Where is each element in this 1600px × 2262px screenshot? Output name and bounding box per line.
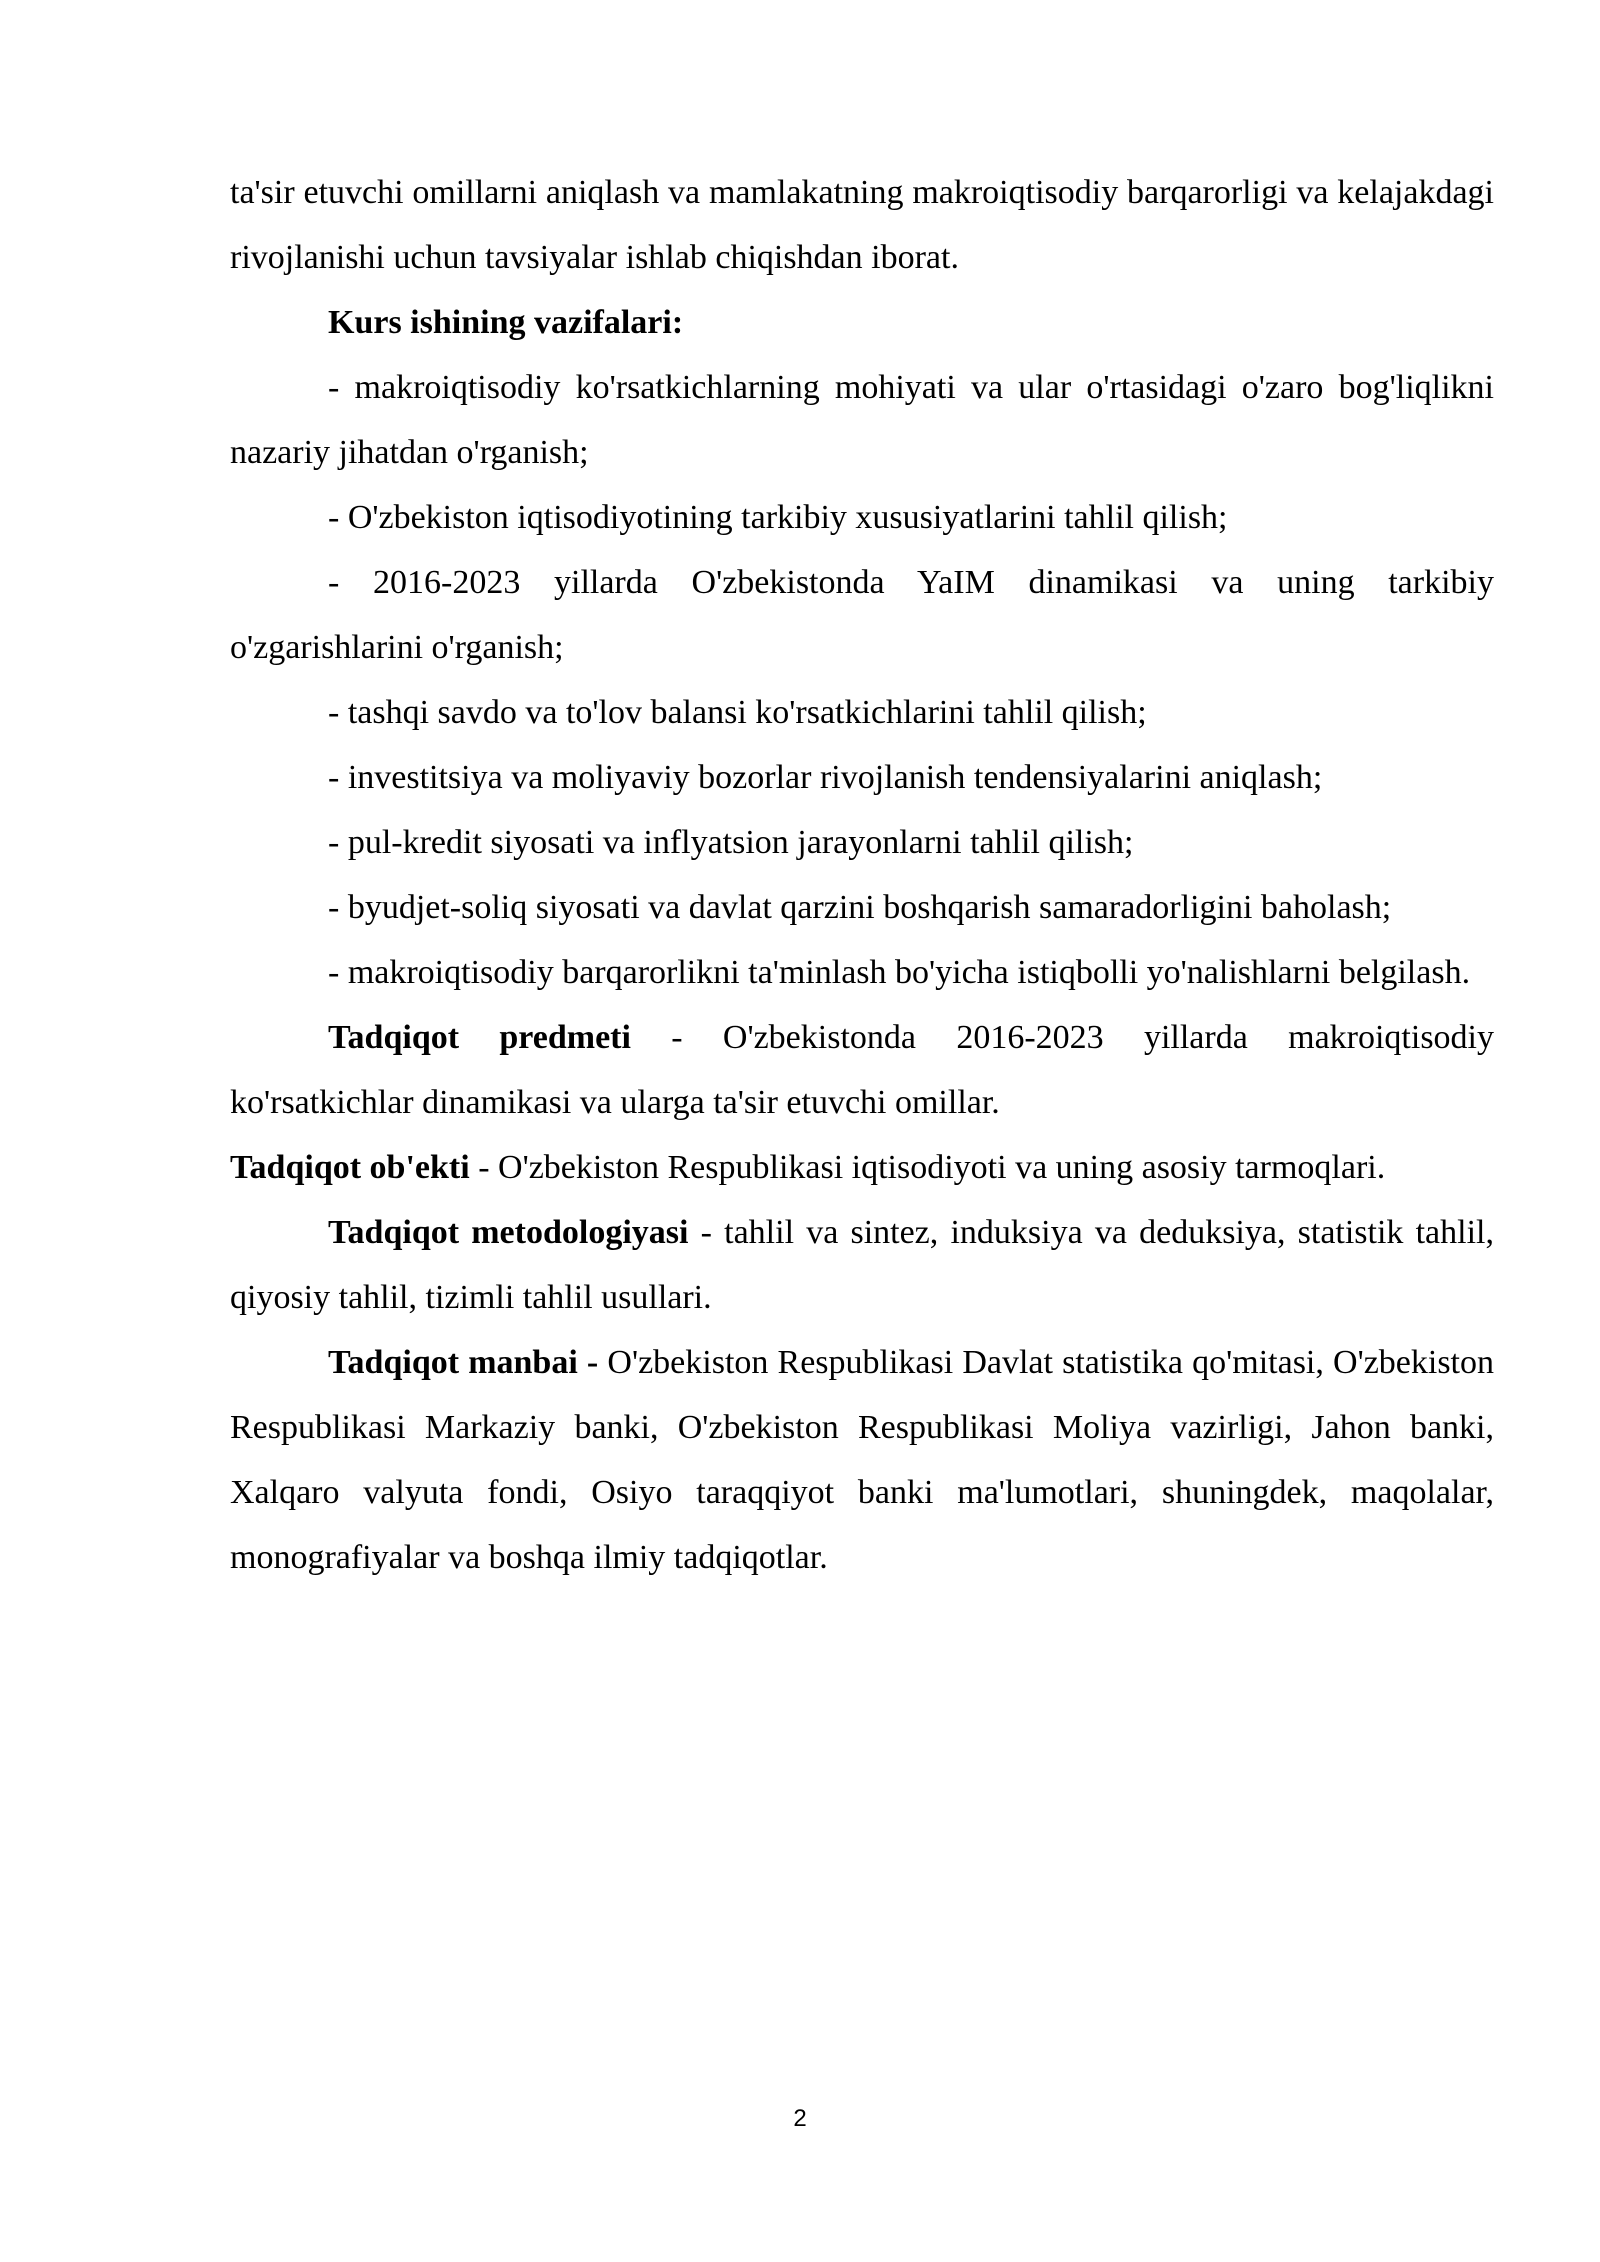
page-number: 2 xyxy=(793,2105,807,2132)
research-methodology-paragraph xyxy=(230,1200,1494,1330)
research-subject-text: - O'zbekistonda 2016-2023 yillarda makroiqtisodiy ko'rsatkichlar dinamikasi va ularga ta'sir etuvchi omillar. xyxy=(230,1019,1494,1121)
research-source-text: O'zbekiston Respublikasi Davlat statistika qo'mitasi, O'zbekiston Respublikasi Markaziy banki, O'zbekiston Respublikasi Moliya vazirligi, Jahon banki, Xalqaro valyuta fondi, Osiyo taraqqiyot banki ma'lumotlari, shuningdek, maqolalar, monografiyalar va boshqa ilmiy tadqiqotlar. xyxy=(230,1344,1495,1576)
task-item: - 2016-2023 yillarda O'zbekistonda YaIM dinamikasi va uning tarkibiy o'zgarishlarini o'rganish; xyxy=(230,564,1494,666)
research-methodology-text: - tahlil va sintez, induksiya va deduksiya, statistik tahlil, qiyosiy tahlil, tizimli tahlil usullari. xyxy=(230,1214,1494,1316)
research-object-paragraph xyxy=(230,1135,1494,1200)
task-item: - O'zbekiston iqtisodiyotining tarkibiy xususiyatlarini tahlil qilish; xyxy=(328,499,1228,536)
research-subject-paragraph xyxy=(230,1005,1494,1135)
research-subject-label: Tadqiqot predmeti xyxy=(328,1019,631,1056)
tasks-heading: Kurs ishining vazifalari: xyxy=(328,304,684,341)
task-item: - byudjet-soliq siyosati va davlat qarzini boshqarish samaradorligini baholash; xyxy=(328,889,1392,926)
task-item: - pul-kredit siyosati va inflyatsion jarayonlarni tahlil qilish; xyxy=(328,824,1134,861)
research-source-label: Tadqiqot manbai - xyxy=(328,1344,599,1381)
task-item: - investitsiya va moliyaviy bozorlar rivojlanish tendensiyalarini aniqlash; xyxy=(328,759,1323,796)
document-page xyxy=(230,160,1494,1590)
research-methodology-label: Tadqiqot metodologiyasi xyxy=(328,1214,689,1251)
task-item: - makroiqtisodiy ko'rsatkichlarning mohiyati va ular o'rtasidagi o'zaro bog'liqlikni nazariy jihatdan o'rganish; xyxy=(230,369,1494,471)
research-object-text: - O'zbekiston Respublikasi iqtisodiyoti va uning asosiy tarmoqlari. xyxy=(469,1149,1386,1186)
research-object-label: Tadqiqot ob'ekti xyxy=(230,1149,470,1186)
task-item: - tashqi savdo va to'lov balansi ko'rsatkichlarini tahlil qilish; xyxy=(328,694,1147,731)
research-source-paragraph xyxy=(230,1330,1494,1590)
task-item: - makroiqtisodiy barqarorlikni ta'minlash bo'yicha istiqbolli yo'nalishlarni belgilash. xyxy=(328,954,1471,991)
intro-paragraph: ta'sir etuvchi omillarni aniqlash va mamlakatning makroiqtisodiy barqarorligi va kelajakdagi rivojlanishi uchun tavsiyalar ishlab chiqishdan iborat. xyxy=(230,174,1494,276)
